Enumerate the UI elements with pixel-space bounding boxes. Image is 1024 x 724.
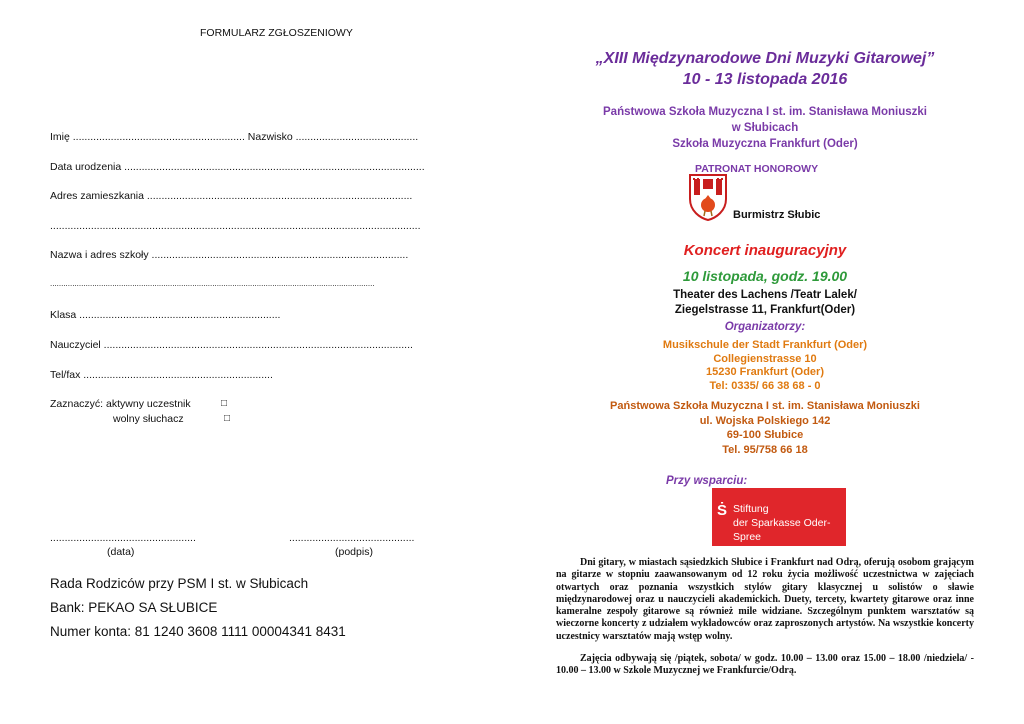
school-line-1: Państwowa Szkoła Muzyczna I st. im. Stanisława Moniuszki — [603, 106, 927, 118]
date-caption: (data) — [107, 546, 135, 558]
sparkasse-foundation-logo — [712, 488, 846, 546]
org2-phone: Tel. 95/758 66 18 — [722, 443, 808, 456]
signature-caption: (podpis) — [335, 546, 373, 558]
parents-council: Rada Rodziców przy PSM I st. w Słubicach — [50, 576, 309, 591]
bank-name: Bank: PEKAO SA SŁUBICE — [50, 600, 218, 615]
org1-phone: Tel: 0335/ 66 38 68 - 0 — [709, 379, 821, 392]
passive-listener-label: wolny słuchacz — [113, 413, 184, 425]
org2-city: 69-100 Słubice — [726, 429, 804, 441]
address-field[interactable]: Adres zamieszkania ........................................................................................... — [50, 190, 413, 202]
sparkasse-icon: Ṡ — [717, 502, 728, 519]
organizing-schools — [555, 104, 975, 152]
honorary-patronage-label: PATRONAT HONOROWY — [695, 163, 819, 175]
org1-name: Musikschule der Stadt Frankfurt (Oder) — [662, 339, 868, 351]
festival-title — [555, 48, 975, 90]
sparkasse-line-2: der Sparkasse Oder-Spree — [733, 517, 831, 543]
org2-name: Państwowa Szkoła Muzyczna I st. im. Stanisława Moniuszki — [610, 400, 920, 412]
description-paragraph-2: Zajęcia odbywają się /piątek, sobota/ w godz. 10.00 – 13.00 oraz 15.00 – 18.00 /niedziela/ - 10.00 – 13.00 w Szkole Muzycznej we Frankfurcie/Odrą. — [556, 653, 974, 677]
concert-date: 10 listopada, godz. 19.00 — [682, 268, 848, 284]
participant-type-label: Zaznaczyć: aktywny uczestnik — [50, 398, 191, 410]
org1-street: Collegienstrasse 10 — [713, 352, 817, 365]
class-field[interactable]: Klasa ..................................................................... — [50, 309, 281, 321]
org1-city: 15230 Frankfurt (Oder) — [706, 366, 824, 378]
concert-title: Koncert inauguracyjny — [683, 242, 847, 259]
account-number: Numer konta: 81 1240 3608 1111 00004341 8431 — [50, 624, 346, 639]
organizer-slubice — [555, 399, 975, 457]
organizer-frankfurt — [555, 339, 975, 393]
school-line-2: w Słubicach — [731, 122, 799, 134]
description-paragraph-1: Dni gitary, w miastach sąsiedzkich Słubice i Frankfurt nad Odrą, oferują osobom grającym na gitarze w stopniu zaawansowanym od 12 roku życia możliwość uczestnictwa w zajęciach otwartych oraz poznania wszystkich stylów gitary klasycznej u solistów o sławie międzynarodowej oraz u nauczycieli akademickich. Duety, tercety, kwartety gitarowe oraz inne kameralne zespoły gitarowe są również mile widziane. Szczególnym punktem warsztatów są wieczorne koncerty z udziałem wykładowców oraz zaproszonych artystów. Na wszystkie koncerty uczestnicy warsztatów mają wstęp wolny. — [556, 557, 974, 642]
org2-street: ul. Wojska Polskiego 142 — [699, 414, 831, 427]
phone-field[interactable]: Tel/fax ................................................................. — [50, 369, 273, 381]
teacher-field[interactable]: Nauczyciel .......................................................................................................... — [50, 339, 413, 351]
active-participant-checkbox[interactable]: □ — [221, 398, 228, 409]
mayor-label: Burmistrz Słubic — [733, 209, 821, 221]
sparkasse-text — [733, 502, 846, 544]
school-line-3: Szkoła Muzyczna Frankfurt (Oder) — [672, 138, 858, 150]
birth-date-field[interactable]: Data urodzenia ....................................................................................................... — [50, 161, 425, 173]
name-field[interactable]: Imię ........................................................... Nazwisko .......................................... — [50, 131, 419, 143]
venue-address: Ziegelstrasse 11, Frankfurt(Oder) — [674, 304, 856, 316]
festival-dates: 10 - 13 listopada 2016 — [682, 71, 848, 88]
organizers-title: Organizatorzy: — [724, 321, 806, 333]
passive-listener-checkbox[interactable]: □ — [224, 413, 231, 424]
school-field-line2[interactable]: .................................................................................................................................................. — [50, 279, 375, 288]
concert-venue — [555, 288, 975, 318]
signature-line[interactable]: ........................................... — [289, 532, 415, 544]
support-label: Przy wsparciu: — [666, 475, 748, 487]
workshop-description — [556, 557, 974, 678]
festival-name: „XIII Międzynarodowe Dni Muzyki Gitarowej” — [595, 50, 935, 67]
venue-name: Theater des Lachens /Teatr Lalek/ — [673, 289, 857, 301]
slubice-coat-of-arms-icon — [688, 173, 728, 221]
date-signature-line[interactable]: .................................................. — [50, 532, 196, 544]
school-field[interactable]: Nazwa i adres szkoły ........................................................................................ — [50, 249, 409, 261]
sparkasse-line-1: Stiftung — [733, 503, 769, 515]
address-field-line2[interactable]: ............................................................................................................................... — [50, 220, 421, 232]
form-title: FORMULARZ ZGŁOSZENIOWY — [200, 27, 353, 39]
